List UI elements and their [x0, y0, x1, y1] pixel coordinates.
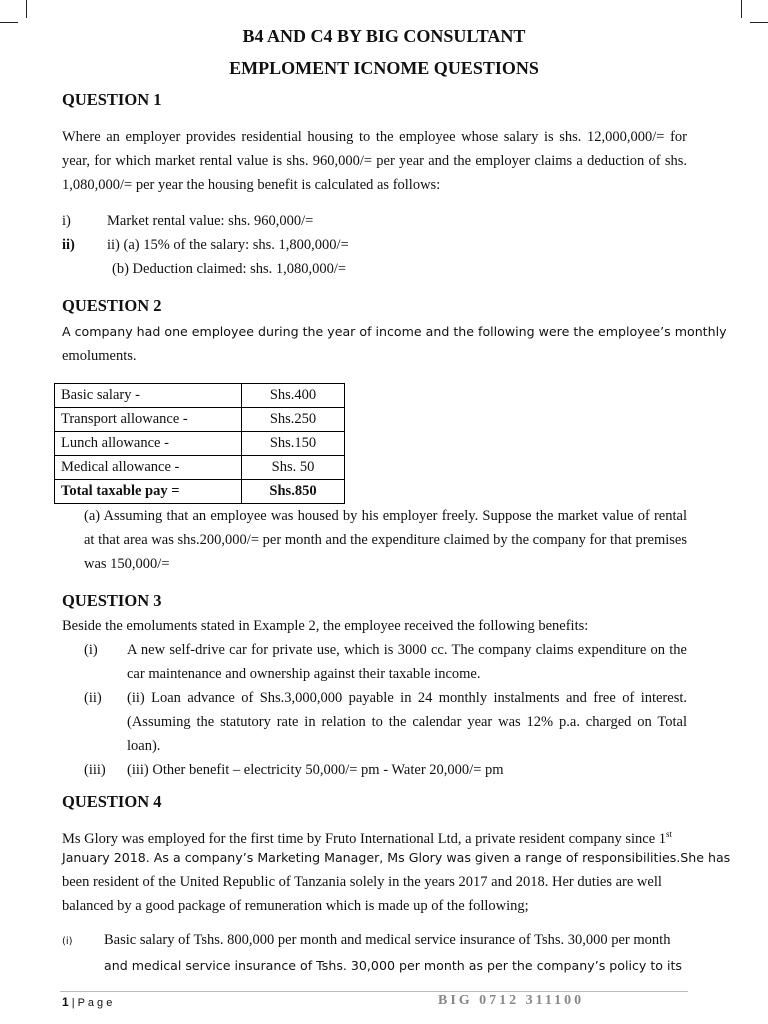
table-cell-label: Basic salary - [55, 384, 242, 408]
question-3-item-3-text: (iii) Other benefit – electricity 50,000/= pm - Water 20,000/= pm [127, 762, 504, 778]
question-2-heading: QUESTION 2 [62, 296, 162, 315]
table-cell-label: Lunch allowance - [55, 432, 242, 456]
question-4-superscript: st [666, 829, 673, 839]
question-3-item-2-marker: (ii) [84, 690, 102, 706]
table-cell-value: Shs.850 [242, 480, 345, 504]
question-3-item-2-text: (ii) Loan advance of Shs.3,000,000 payable in 24 monthly instalments and free of interest. (Assuming the statutory rate in relation to the calendar year was 12% p.a. charged on Total loan). [127, 690, 687, 754]
table-row [55, 384, 345, 408]
question-1-item-1-marker: i) [62, 213, 71, 229]
table-cell-value: Shs.150 [242, 432, 345, 456]
page-number: 1 [62, 995, 69, 1009]
table-cell-label: Medical allowance - [55, 456, 242, 480]
table-cell-value: Shs.400 [242, 384, 345, 408]
table-row-total [55, 480, 345, 504]
question-3-item-1-text: A new self-drive car for private use, which is 3000 cc. The company claims expenditure on the car maintenance and ownership against their taxable income. [127, 642, 687, 682]
table-cell-label: Total taxable pay = [55, 480, 242, 504]
question-3-heading: QUESTION 3 [62, 591, 162, 610]
table-row [55, 408, 345, 432]
question-1-item-1-text: Market rental value: shs. 960,000/= [107, 213, 314, 229]
question-4-line-2: January 2018. As a company’s Marketing Manager, Ms Glory was given a range of responsibilities.She has [62, 850, 731, 865]
table-row [55, 456, 345, 480]
question-3-intro: Beside the emoluments stated in Example 2, the employee received the following benefits: [62, 618, 589, 634]
table-cell-value: Shs. 50 [242, 456, 345, 480]
question-4-line-3: been resident of the United Republic of Tanzania solely in the years 2017 and 2018. Her duties are well [62, 874, 662, 890]
footer-contact: BIG 0712 311100 [438, 993, 585, 1008]
question-4-line-4: balanced by a good package of remuneration which is made up of the following; [62, 898, 529, 914]
question-3-item-1-marker: (i) [84, 642, 98, 658]
crop-mark-top-right-h [750, 22, 768, 23]
footer-divider [60, 991, 688, 992]
question-3-item-3-marker: (iii) [84, 762, 106, 778]
document-subtitle: EMPLOMENT ICNOME QUESTIONS [229, 58, 539, 78]
page-label: | P a g e [71, 997, 113, 1009]
question-1-item-3-text: (b) Deduction claimed: shs. 1,080,000/= [112, 261, 347, 277]
question-4-heading: QUESTION 4 [62, 792, 162, 811]
question-2-sub-a: (a) Assuming that an employee was housed by his employer freely. Suppose the market value of rental at that area was shs.200,000/= per month and the expenditure claimed by the company for that premises was 150,000/= [84, 508, 687, 572]
document-title: B4 AND C4 BY BIG CONSULTANT [242, 26, 526, 46]
question-2-paragraph-line-1: A company had one employee during the year of income and the following were the employee’s monthly [62, 324, 727, 339]
footer-page-info [62, 995, 112, 1009]
table-cell-value: Shs.250 [242, 408, 345, 432]
question-4-line-1 [62, 824, 672, 849]
table-row [55, 432, 345, 456]
question-1-heading: QUESTION 1 [62, 90, 162, 109]
question-4-item-line-2: and medical service insurance of Tshs. 30,000 per month as per the company’s policy to its [104, 958, 682, 973]
question-4-line-1-text: Ms Glory was employed for the first time by Fruto International Ltd, a private resident company since 1 [62, 830, 667, 847]
question-2-paragraph-line-2: emoluments. [62, 348, 137, 364]
crop-mark-top-left-v [26, 0, 27, 18]
question-4-item-line-1: Basic salary of Tshs. 800,000 per month and medical service insurance of Tshs. 30,000 per month [104, 932, 671, 948]
question-4-item-marker: (i) [62, 936, 73, 947]
question-1-item-2-marker: ii) [62, 237, 75, 253]
crop-mark-top-right-v [741, 0, 742, 18]
question-1-paragraph: Where an employer provides residential housing to the employee whose salary is shs. 12,000,000/= for year, for which market rental value is shs. 960,000/= per year and the employer claims a deduction of shs. 1,080,000/= per year the housing benefit is calculated as follows: [62, 129, 687, 193]
emoluments-table [54, 383, 345, 504]
question-1-item-2-text: ii) (a) 15% of the salary: shs. 1,800,000/= [107, 237, 349, 253]
crop-mark-top-left-h [0, 22, 18, 23]
table-cell-label: Transport allowance - [55, 408, 242, 432]
